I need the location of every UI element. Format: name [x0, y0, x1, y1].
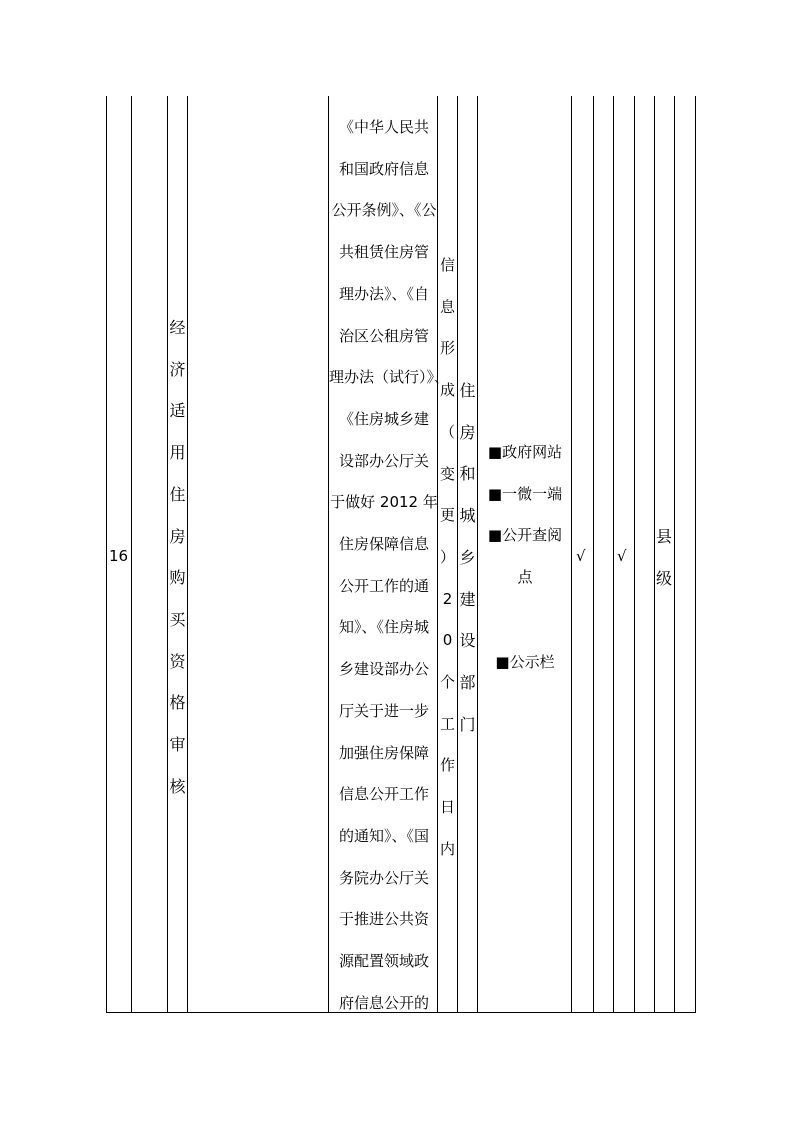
- department-char: 设: [459, 631, 476, 651]
- row-index: 16: [109, 547, 129, 565]
- time-limit-char: 变: [439, 464, 455, 483]
- column-border: [634, 96, 635, 1013]
- basis-line: 知》、《住房城: [338, 618, 429, 637]
- check-mark-2: √: [617, 547, 627, 565]
- item-name-char: 购: [169, 568, 186, 588]
- column-border: [613, 96, 614, 1013]
- item-name-char: 用: [169, 443, 186, 463]
- department-char: 房: [459, 422, 476, 442]
- department: [458, 370, 477, 745]
- channels-list: [478, 432, 572, 599]
- channel-item: ■公开查阅: [487, 526, 563, 545]
- basis-line: 的通知》、《国: [338, 826, 429, 845]
- channel-item: ■政府网站: [487, 443, 563, 461]
- item-name-char: 格: [169, 693, 186, 713]
- item-name-char: 住: [169, 484, 186, 504]
- item-name-char: 济: [169, 359, 186, 379]
- basis-line: 乡建设部办公: [338, 660, 429, 679]
- time-limit-char: 更: [439, 506, 455, 525]
- time-limit-char: ）: [439, 547, 455, 566]
- basis-line: 公开条例》、《公: [331, 201, 437, 220]
- basis-line: 加强住房保障: [338, 743, 429, 762]
- column-border: [695, 96, 696, 1013]
- basis-line: 《住房城乡建: [338, 409, 429, 428]
- item-name-char: 适: [169, 401, 186, 421]
- item-name: [169, 307, 186, 807]
- check-mark-1: √: [576, 547, 586, 565]
- item-name-char: 房: [169, 526, 186, 546]
- basis-line: 理办法》、《自: [338, 284, 429, 303]
- column-border: [674, 96, 675, 1013]
- basis-line: 信息公开工作: [338, 785, 429, 804]
- basis-line: 设部办公厅关: [338, 451, 429, 470]
- department-char: 和: [459, 464, 476, 484]
- department-char: 建: [459, 589, 476, 609]
- basis-line: 务院办公厅关: [338, 868, 429, 887]
- basis-line: 府信息公开的: [338, 993, 429, 1012]
- item-name-char: 核: [169, 776, 186, 796]
- item-name-char: 审: [169, 735, 186, 755]
- time-limit-char: 成: [439, 381, 455, 400]
- department-char: 乡: [459, 547, 476, 567]
- item-name-char: 买: [169, 609, 186, 629]
- basis-line: 共租赁住房管: [338, 243, 429, 262]
- column-border: [187, 96, 188, 1013]
- time-limit-char: 个: [439, 673, 455, 692]
- department-char: 部: [459, 672, 476, 692]
- time-limit-char: 0: [442, 631, 453, 650]
- time-limit-char: 形: [439, 339, 455, 358]
- channel-item: ■一微一端: [487, 484, 563, 503]
- item-name-char: 经: [169, 318, 186, 337]
- level: [654, 516, 674, 599]
- time-limit-char: 工: [439, 714, 455, 733]
- level-char: 级: [655, 568, 672, 588]
- basis-line: 治区公租房管: [338, 326, 429, 345]
- basis-line: 和国政府信息: [338, 159, 429, 178]
- time-limit-char: 2: [442, 589, 453, 608]
- time-limit-char: 作: [439, 756, 455, 775]
- time-limit-char: （: [439, 422, 455, 441]
- column-border: [106, 96, 107, 1013]
- time-limit-char: 内: [439, 839, 455, 858]
- channel-bulletin-board: ■公示栏: [495, 653, 555, 671]
- column-border: [131, 96, 132, 1013]
- time-limit-char: 信: [439, 256, 455, 274]
- level-char: 县: [655, 527, 672, 546]
- item-name-char: 资: [169, 651, 186, 671]
- time-limit-char: 日: [439, 798, 455, 817]
- basis-line: 《中华人民共: [338, 118, 429, 136]
- column-border: [167, 96, 168, 1013]
- basis-line: 住房保障信息: [338, 535, 429, 554]
- time-limit-char: 息: [439, 297, 455, 316]
- department-char: 住: [459, 381, 476, 400]
- basis-line: 厅关于进一步: [338, 701, 429, 720]
- column-border: [593, 96, 594, 1013]
- basis-text: [329, 107, 450, 1024]
- department-char: 城: [459, 506, 476, 526]
- basis-line: 于做好 2012 年: [330, 493, 438, 512]
- department-char: 门: [459, 714, 476, 734]
- channel-item: 点: [517, 568, 533, 587]
- time-limit: [438, 245, 457, 871]
- basis-line: 源配置领域政: [338, 952, 429, 971]
- basis-line: 公开工作的通: [338, 576, 429, 595]
- basis-line: 于推进公共资: [338, 910, 429, 929]
- basis-line: 理办法（试行）》、: [329, 368, 450, 387]
